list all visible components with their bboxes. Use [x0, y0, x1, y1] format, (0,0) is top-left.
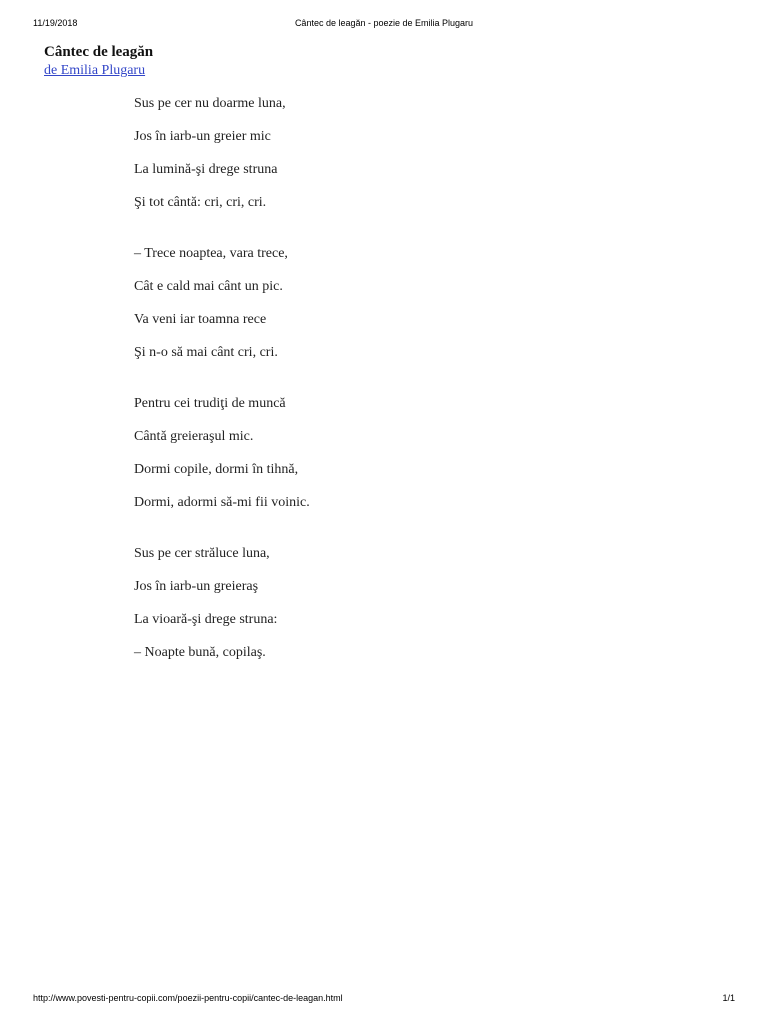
author-link[interactable]: de Emilia Plugaru — [44, 63, 146, 78]
verse-line: Cântă greieraşul mic. — [134, 429, 254, 444]
print-footer — [0, 993, 768, 1005]
print-date: 11/19/2018 — [33, 18, 78, 28]
verse-line: Sus pe cer străluce luna, — [134, 546, 270, 561]
verse-line: Jos în iarb-un greieraş — [134, 579, 259, 594]
verse-line: Cât e cald mai cânt un pic. — [134, 279, 283, 294]
poem-content — [44, 43, 724, 660]
stanza — [134, 395, 694, 512]
verse-line: Dormi, adormi să-mi fii voinic. — [134, 495, 310, 510]
print-url: http://www.povesti-pentru-copii.com/poezii-pentru-copii/cantec-de-leagan.html — [33, 993, 343, 1003]
verse-line: Pentru cei trudiţi de muncă — [134, 396, 286, 411]
verse-line: – Noapte bună, copilaş. — [134, 645, 266, 660]
print-header — [0, 18, 768, 30]
verse-line: Dormi copile, dormi în tihnă, — [134, 462, 299, 477]
verse-line: Va veni iar toamna rece — [134, 312, 267, 327]
verse-line: Şi n-o să mai cânt cri, cri. — [134, 345, 278, 360]
stanza — [134, 95, 694, 212]
verse-line: La vioară-şi drege struna: — [134, 612, 278, 627]
page-number: 1/1 — [722, 993, 735, 1003]
verse-line: La lumină-şi drege struna — [134, 162, 278, 177]
print-page-title: Cântec de leagăn - poezie de Emilia Plugaru — [294, 18, 474, 28]
verse-line: Şi tot cântă: cri, cri, cri. — [134, 195, 267, 210]
stanza — [134, 545, 694, 662]
stanza — [134, 245, 694, 362]
poem-body — [134, 95, 694, 695]
poem-title: Cântec de leagăn — [44, 44, 154, 60]
verse-line: Sus pe cer nu doarme luna, — [134, 96, 286, 111]
verse-line: – Trece noaptea, vara trece, — [134, 246, 288, 261]
verse-line: Jos în iarb-un greier mic — [134, 129, 271, 144]
